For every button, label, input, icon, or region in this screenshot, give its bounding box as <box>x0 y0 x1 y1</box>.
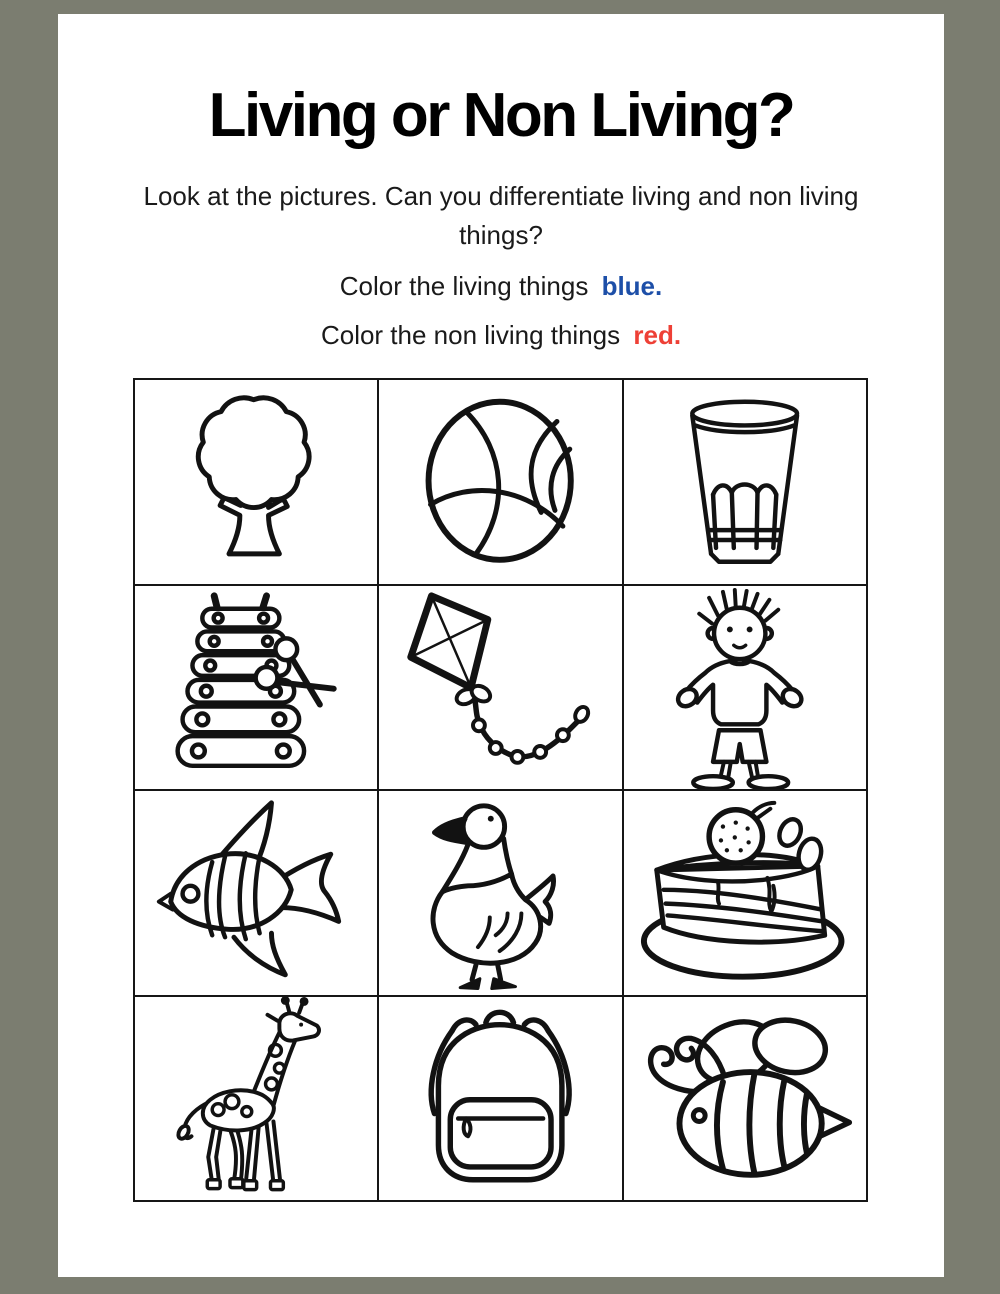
worksheet-page <box>58 14 944 1277</box>
glass-of-water-icon <box>624 380 866 584</box>
kite-icon <box>379 586 621 790</box>
grid-cell-duck <box>378 790 622 996</box>
rule-nonliving <box>58 320 944 350</box>
grid-cell-kite <box>378 585 622 791</box>
grid-cell-xylophone <box>134 585 378 791</box>
grid-cell-backpack <box>378 996 622 1202</box>
grid-cell-giraffe <box>134 996 378 1202</box>
grid-cell-glass <box>623 379 867 585</box>
grid-cell-boy <box>623 585 867 791</box>
page-title: Living or Non Living? <box>208 81 794 150</box>
backpack-icon <box>379 997 621 1201</box>
rule-nonliving-text: Color the non living things <box>320 320 628 350</box>
tree-icon <box>135 380 377 584</box>
grid-cell-bee <box>623 996 867 1202</box>
rule-living-color-word: blue. <box>601 271 663 301</box>
picture-grid <box>133 378 868 1202</box>
grid-cell-cake <box>623 790 867 996</box>
rule-nonliving-color-word: red. <box>633 320 682 350</box>
basketball-icon <box>379 380 621 584</box>
boy-icon <box>624 586 866 790</box>
fish-icon <box>135 791 377 995</box>
bee-icon <box>624 997 866 1201</box>
grid-cell-tree <box>134 379 378 585</box>
cake-slice-icon <box>624 791 866 995</box>
rule-living-text: Color the living things <box>339 271 596 301</box>
giraffe-icon <box>135 997 377 1201</box>
grid-cell-basketball <box>378 379 622 585</box>
intro-text: Look at the pictures. Can you differentiate living and non living things? <box>143 181 859 250</box>
xylophone-icon <box>135 586 377 790</box>
rule-living <box>58 271 944 301</box>
grid-cell-fish <box>134 790 378 996</box>
duck-icon <box>379 791 621 995</box>
